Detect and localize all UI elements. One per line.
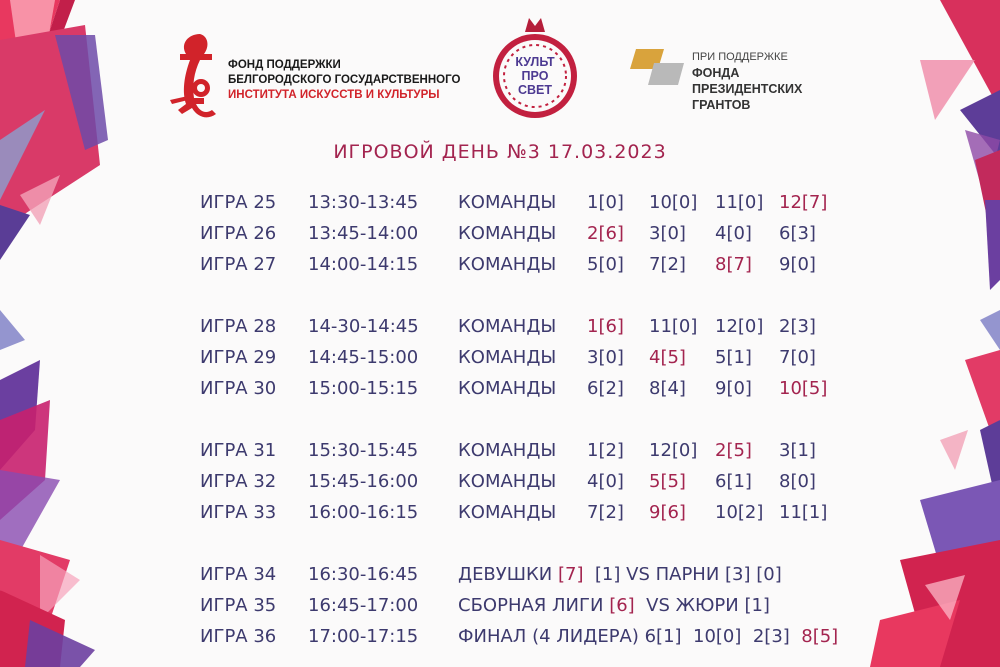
teams-label: КОМАНДЫ (458, 254, 557, 275)
team-score: 10[2] (715, 502, 764, 523)
game-time: 16:30-16:45 (308, 564, 419, 585)
logo-word-svet: СВЕТ (517, 83, 553, 97)
game-time: 16:00-16:15 (308, 502, 419, 523)
schedule-row (0, 502, 1000, 530)
team-score: 7[2] (587, 502, 624, 523)
team-score: 11[0] (649, 316, 698, 337)
team-score: 8[0] (779, 471, 816, 492)
team-score: 6[1] (715, 471, 752, 492)
description-text: ФИНАЛ (4 ЛИДЕРА) 6[1] 10[0] 2[3] (458, 626, 802, 647)
team-score: 7[2] (649, 254, 686, 275)
schedule-row (0, 254, 1000, 282)
team-score: 3[1] (779, 440, 816, 461)
team-score: 3[0] (649, 223, 686, 244)
team-score: 1[2] (587, 440, 624, 461)
description-text: VS ЖЮРИ [1] (634, 595, 770, 616)
team-score: 6[2] (587, 378, 624, 399)
team-score: 9[0] (715, 378, 752, 399)
game-time: 15:45-16:00 (308, 471, 419, 492)
team-score: 4[0] (587, 471, 624, 492)
description-text: [1] VS ПАРНИ [3] [0] (583, 564, 782, 585)
description-text: СБОРНАЯ ЛИГИ (458, 595, 610, 616)
game-description (458, 595, 770, 616)
team-score: 8[4] (649, 378, 686, 399)
page-title: ИГРОВОЙ ДЕНЬ №3 17.03.2023 (333, 141, 667, 163)
game-description (458, 564, 782, 585)
game-number: ИГРА 32 (200, 471, 277, 492)
game-number: ИГРА 29 (200, 347, 277, 368)
team-score-winner: 1[6] (587, 316, 624, 337)
team-score: 7[0] (779, 347, 816, 368)
game-time: 13:30-13:45 (308, 192, 419, 213)
fund-logo (168, 30, 461, 126)
score-winner: [6] (609, 595, 635, 616)
description-text: ДЕВУШКИ (458, 564, 558, 585)
game-time: 14:45-15:00 (308, 347, 419, 368)
grants-line-3: ПРЕЗИДЕНТСКИХ (692, 82, 803, 96)
team-score: 10[0] (649, 192, 698, 213)
logo-word-kult: КУЛЬТ (515, 55, 555, 69)
grants-line-1: ПРИ ПОДДЕРЖКЕ (692, 51, 788, 63)
game-number: ИГРА 27 (200, 254, 277, 275)
grants-line-2: ФОНДА (692, 66, 740, 80)
game-time: 13:45-14:00 (308, 223, 419, 244)
schedule-row (0, 378, 1000, 406)
game-time: 14-30-14:45 (308, 316, 419, 337)
game-number: ИГРА 30 (200, 378, 277, 399)
grants-line-4: ГРАНТОВ (692, 98, 751, 112)
team-score: 11[0] (715, 192, 764, 213)
teams-label: КОМАНДЫ (458, 223, 557, 244)
schedule-row (0, 471, 1000, 499)
grants-emblem-icon (628, 45, 686, 87)
team-score: 11[1] (779, 502, 828, 523)
team-score-winner: 8[7] (715, 254, 752, 275)
team-score: 4[0] (715, 223, 752, 244)
fund-line-1: ФОНД ПОДДЕРЖКИ (228, 59, 341, 71)
presidential-grants-logo (628, 45, 858, 125)
game-number: ИГРА 26 (200, 223, 277, 244)
team-score: 1[0] (587, 192, 624, 213)
teams-label: КОМАНДЫ (458, 502, 557, 523)
game-number: ИГРА 34 (200, 564, 277, 585)
game-time: 15:00-15:15 (308, 378, 419, 399)
team-score-winner: 12[7] (779, 192, 828, 213)
teams-label: КОМАНДЫ (458, 378, 557, 399)
schedule-row (0, 316, 1000, 344)
kultprosvet-logo (485, 14, 585, 124)
game-number: ИГРА 31 (200, 440, 277, 461)
team-score-winner: 2[5] (715, 440, 752, 461)
teams-label: КОМАНДЫ (458, 440, 557, 461)
game-number: ИГРА 25 (200, 192, 277, 213)
team-score: 2[3] (779, 316, 816, 337)
logo-word-pro: ПРО (521, 69, 549, 83)
schedule-row (0, 223, 1000, 251)
team-score-winner: 9[6] (649, 502, 686, 523)
fund-line-3: ИНСТИТУТА ИСКУССТВ И КУЛЬТУРЫ (228, 89, 440, 101)
teams-label: КОМАНДЫ (458, 316, 557, 337)
game-number: ИГРА 33 (200, 502, 277, 523)
game-number: ИГРА 36 (200, 626, 277, 647)
score-winner: [7] (557, 564, 584, 585)
team-score: 5[0] (587, 254, 624, 275)
team-score: 3[0] (587, 347, 624, 368)
game-number: ИГРА 28 (200, 316, 277, 337)
team-score: 6[3] (779, 223, 816, 244)
schedule-row (0, 440, 1000, 468)
game-time: 17:00-17:15 (308, 626, 419, 647)
teams-label: КОМАНДЫ (458, 192, 557, 213)
team-score-winner: 10[5] (779, 378, 828, 399)
teams-label: КОМАНДЫ (458, 347, 557, 368)
game-time: 14:00-14:15 (308, 254, 419, 275)
team-score: 9[0] (779, 254, 816, 275)
team-score-winner: 5[5] (649, 471, 686, 492)
schedule-row-special (0, 626, 1000, 654)
team-score: 12[0] (649, 440, 698, 461)
schedule-row-special (0, 595, 1000, 623)
team-score-winner: 2[6] (587, 223, 624, 244)
game-time: 15:30-15:45 (308, 440, 419, 461)
team-score: 12[0] (715, 316, 764, 337)
game-time: 16:45-17:00 (308, 595, 419, 616)
lyre-icon (168, 30, 228, 126)
schedule-row-special (0, 564, 1000, 592)
team-score: 5[1] (715, 347, 752, 368)
schedule-row (0, 192, 1000, 220)
score-winner: 8[5] (801, 626, 839, 647)
teams-label: КОМАНДЫ (458, 471, 557, 492)
game-number: ИГРА 35 (200, 595, 277, 616)
team-score-winner: 4[5] (649, 347, 686, 368)
game-description (458, 626, 838, 647)
fund-line-2: БЕЛГОРОДСКОГО ГОСУДАРСТВЕННОГО (228, 74, 461, 86)
schedule-row (0, 347, 1000, 375)
